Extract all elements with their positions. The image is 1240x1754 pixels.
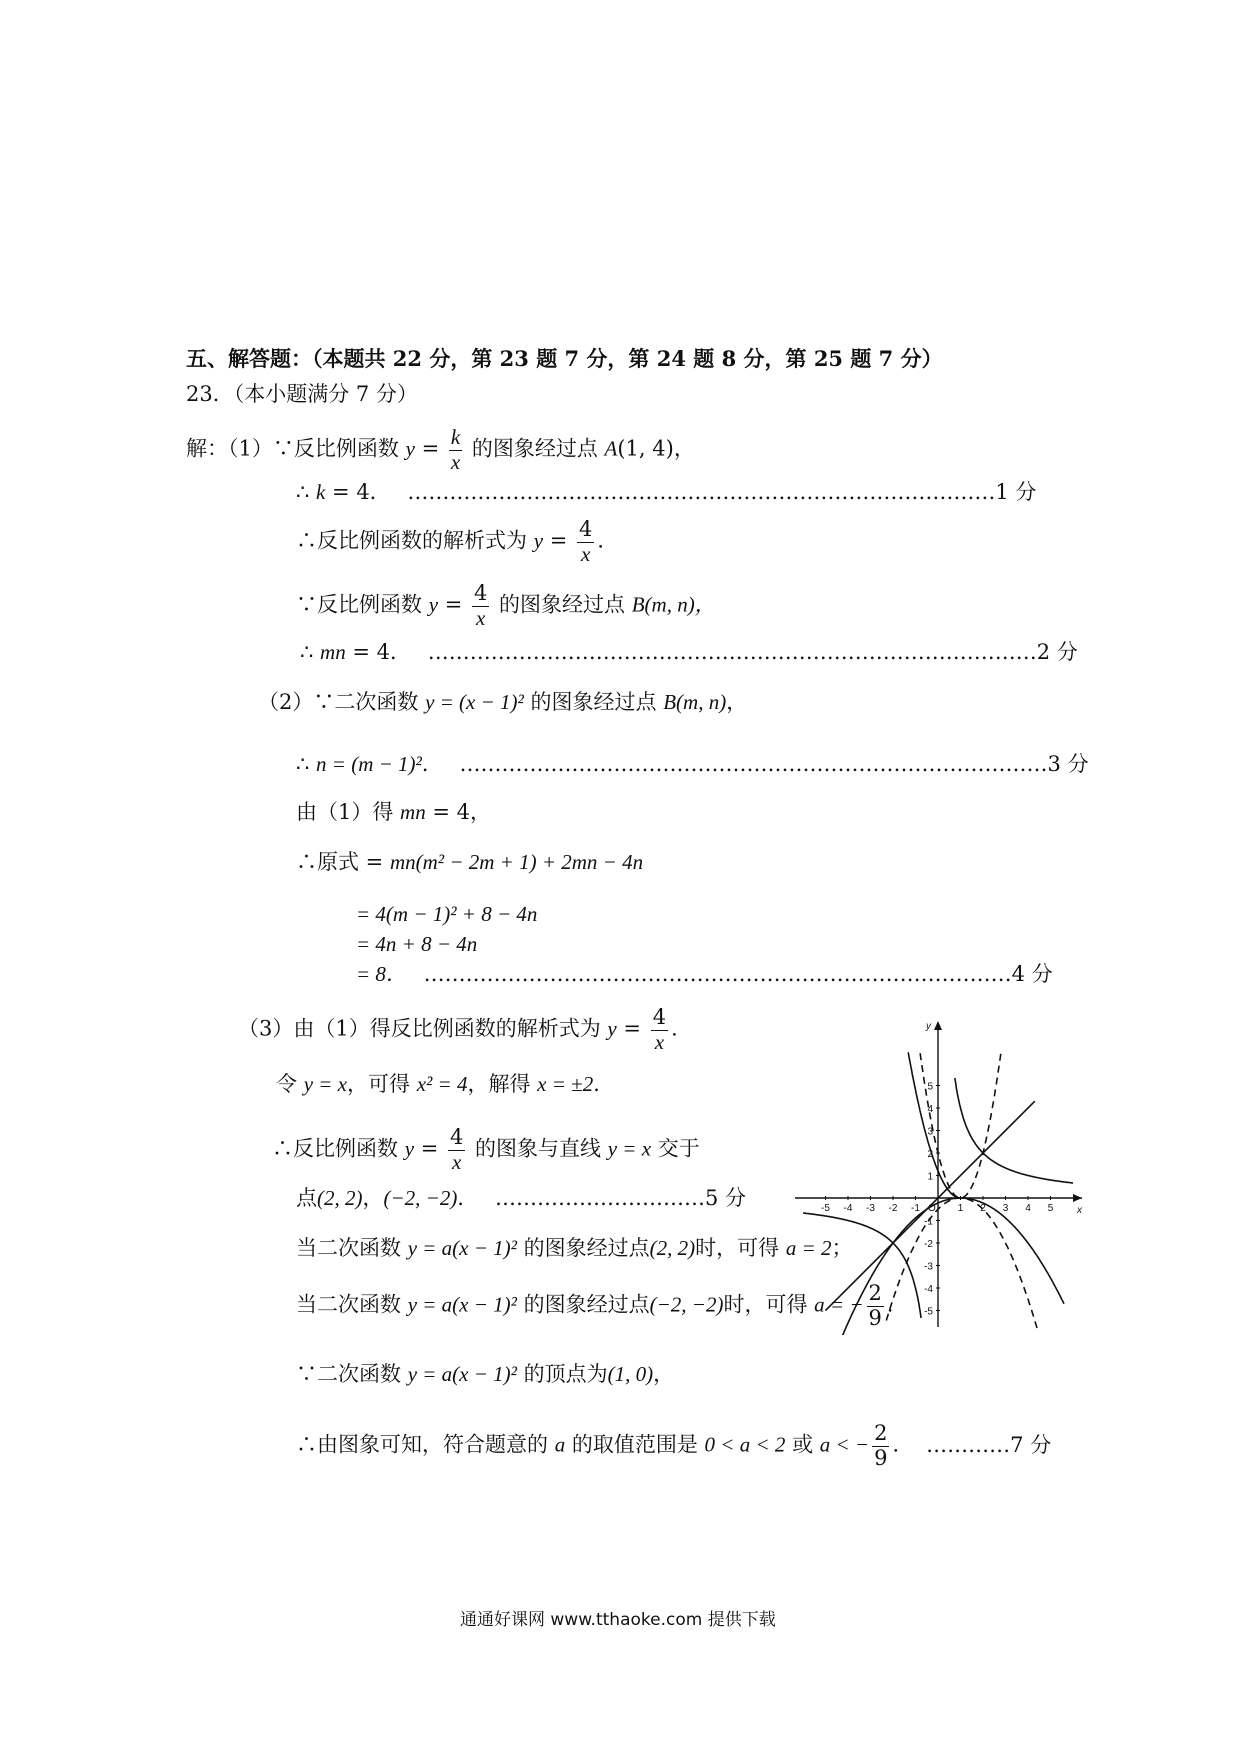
text: ，可得 bbox=[347, 1072, 417, 1096]
denominator: x bbox=[475, 605, 486, 630]
part1-line5 bbox=[300, 640, 1078, 665]
x-tick-label: 3 bbox=[1002, 1203, 1009, 1214]
y-arrow-icon bbox=[934, 1021, 942, 1030]
text: = bbox=[438, 592, 469, 617]
parabola-steeper-negative bbox=[886, 1198, 1037, 1328]
part2-line5: = 4(m − 1)² + 8 − 4n bbox=[356, 902, 538, 926]
math: y = a(x − 1)² bbox=[407, 1236, 517, 1260]
y-tick-label: -2 bbox=[924, 1239, 933, 1250]
fraction-4-over-x bbox=[448, 1126, 465, 1174]
x-tick-label: 5 bbox=[1047, 1203, 1054, 1214]
axis-labels bbox=[821, 1021, 1083, 1318]
math: A bbox=[604, 436, 618, 461]
part3-line1 bbox=[238, 1006, 692, 1054]
math: (1, 0) bbox=[607, 1362, 654, 1386]
text: 时，可得 bbox=[695, 1236, 786, 1260]
text: 的图象与直线 bbox=[468, 1136, 608, 1161]
part2-line6: = 4n + 8 − 4n bbox=[356, 932, 478, 956]
part3-line3 bbox=[272, 1126, 700, 1174]
math: y = x bbox=[303, 1072, 347, 1096]
y-tick-label: 4 bbox=[927, 1104, 933, 1115]
text: 令 bbox=[276, 1072, 304, 1096]
math: 0 < a < 2 bbox=[704, 1432, 786, 1457]
part2-line3 bbox=[296, 800, 491, 825]
x-axis-label: x bbox=[1077, 1205, 1082, 1216]
fraction-4-over-x bbox=[577, 518, 594, 566]
part2-line4 bbox=[296, 850, 643, 875]
math: x² = 4 bbox=[416, 1072, 468, 1096]
part2-line2 bbox=[296, 752, 1089, 777]
x-arrow-icon bbox=[1073, 1194, 1082, 1202]
text: ∴ bbox=[296, 752, 317, 776]
part3-line7 bbox=[296, 1362, 674, 1387]
math: = (x − 1)² bbox=[434, 690, 524, 714]
text: ∵反比例函数 bbox=[272, 436, 406, 461]
numerator: k bbox=[450, 425, 461, 449]
math: x = ±2 bbox=[537, 1072, 594, 1096]
math: a < − bbox=[819, 1432, 870, 1457]
math: a = 2 bbox=[785, 1236, 832, 1260]
x-tick-label: 4 bbox=[1025, 1203, 1031, 1214]
parabola-left-arm bbox=[908, 1052, 960, 1198]
text: 由（1）得反比例函数的解析式为 bbox=[293, 1016, 608, 1041]
math: (2, 2) bbox=[649, 1236, 696, 1260]
math: y bbox=[405, 436, 415, 461]
math: y bbox=[533, 528, 544, 553]
math: y = x bbox=[607, 1136, 652, 1161]
math: y = a(x − 1)² bbox=[407, 1362, 517, 1386]
parabola-a-neg-2-9 bbox=[841, 1198, 1064, 1335]
denominator: x bbox=[450, 449, 461, 474]
part3-line4 bbox=[296, 1186, 746, 1211]
text: 时，可得 bbox=[723, 1292, 815, 1317]
text: ， bbox=[726, 690, 748, 714]
text: = bbox=[616, 1016, 648, 1041]
x-tick-label: -1 bbox=[911, 1203, 920, 1214]
text: = bbox=[414, 436, 446, 461]
math: B(m, n) bbox=[663, 690, 727, 714]
text: 的图象经过点 bbox=[523, 690, 664, 714]
numerator: 4 bbox=[449, 1125, 464, 1149]
y-tick-label: 2 bbox=[927, 1149, 933, 1160]
denominator: x bbox=[451, 1149, 462, 1174]
text: 交于 bbox=[651, 1136, 700, 1161]
numerator: 4 bbox=[652, 1005, 667, 1029]
text: 的图象经过点 bbox=[516, 1292, 650, 1317]
text: ∴反比例函数的解析式为 bbox=[296, 528, 534, 553]
text: ∵二次函数 bbox=[296, 1362, 408, 1386]
text: 点 bbox=[296, 1186, 317, 1210]
numerator: 4 bbox=[578, 517, 593, 541]
function-graph bbox=[790, 1015, 1090, 1335]
text: (1, 4)， bbox=[617, 436, 695, 461]
score-dots: …………7 分 bbox=[926, 1432, 1052, 1457]
x-tick-label: -4 bbox=[843, 1203, 853, 1214]
y-tick-label: 1 bbox=[927, 1171, 933, 1183]
fraction-4-over-x bbox=[651, 1006, 668, 1054]
math: mn(m² − 2m + 1) + 2mn − 4n bbox=[389, 850, 644, 874]
math: y bbox=[607, 1016, 617, 1041]
text: ． bbox=[886, 1292, 908, 1317]
score-dots: …………………………………………………………………………3 分 bbox=[459, 752, 1089, 776]
x-tick-label: -3 bbox=[866, 1203, 875, 1214]
math: mn bbox=[400, 800, 426, 824]
y-tick-label: -4 bbox=[924, 1284, 933, 1295]
origin-label: O bbox=[928, 1203, 936, 1214]
text: ∴原式 = bbox=[296, 850, 390, 874]
part3-line8 bbox=[296, 1422, 1051, 1470]
math: (−2, −2) bbox=[383, 1186, 458, 1210]
part1-line3 bbox=[296, 518, 618, 566]
part3-line5 bbox=[296, 1236, 853, 1261]
math: n = (m − 1)² bbox=[316, 752, 422, 776]
hyperbola-branch-right bbox=[955, 1078, 1073, 1183]
math: = 8． bbox=[356, 962, 407, 986]
text: ； bbox=[831, 1236, 853, 1260]
y-tick-label: -1 bbox=[924, 1216, 933, 1228]
score-dots: …………………………5 分 bbox=[495, 1186, 747, 1210]
text: ． bbox=[593, 1072, 615, 1096]
section-heading: 五、解答题：（本题共 22 分，第 23 题 7 分，第 24 题 8 分，第 25 题 7 分） bbox=[186, 346, 943, 371]
text: 的图象经过点 bbox=[465, 436, 605, 461]
text: 或 bbox=[785, 1432, 820, 1457]
math: (2, 2) bbox=[317, 1186, 363, 1210]
math: y bbox=[425, 690, 435, 714]
text: 由（1）得 bbox=[296, 800, 401, 824]
text: ∵反比例函数 bbox=[296, 592, 429, 617]
part1-line1 bbox=[186, 426, 695, 474]
math: mn bbox=[320, 640, 346, 664]
part2-line7 bbox=[356, 962, 1053, 987]
text: ，解得 bbox=[467, 1072, 538, 1096]
part1-label: 解：（1） bbox=[186, 436, 273, 461]
part2-line1 bbox=[258, 690, 747, 715]
text: ， bbox=[653, 1362, 675, 1386]
part3-label: （3） bbox=[238, 1016, 294, 1041]
y-tick-label: 3 bbox=[927, 1126, 933, 1138]
text: 的图象经过点 bbox=[516, 1236, 650, 1260]
text: ∵二次函数 bbox=[313, 690, 426, 714]
y-tick-label: 5 bbox=[927, 1081, 933, 1093]
footer-credit: 通通好课网 www.tthaoke.com 提供下载 bbox=[460, 1610, 776, 1630]
denominator: x bbox=[654, 1029, 665, 1054]
text: ． bbox=[421, 752, 443, 776]
text: 的图象经过点 bbox=[492, 592, 632, 617]
math: (−2, −2) bbox=[649, 1292, 724, 1317]
denominator: 9 bbox=[874, 1445, 888, 1470]
text: ． bbox=[457, 1186, 479, 1210]
x-tick-label: 1 bbox=[957, 1203, 964, 1214]
fraction-2-over-9 bbox=[872, 1422, 889, 1470]
y-tick-label: -3 bbox=[924, 1261, 933, 1273]
math: B bbox=[631, 592, 645, 617]
text: ， bbox=[362, 1186, 384, 1210]
part1-line4 bbox=[296, 582, 716, 630]
text: ∴由图象可知，符合题意的 bbox=[296, 1432, 555, 1457]
numerator: 2 bbox=[868, 1281, 882, 1305]
y-tick-label: -5 bbox=[924, 1306, 933, 1318]
fraction-k-over-x bbox=[449, 426, 462, 474]
part1-line2 bbox=[296, 480, 1036, 505]
math: a bbox=[554, 1432, 566, 1457]
part3-line2 bbox=[276, 1072, 614, 1097]
text: = 4， bbox=[425, 800, 492, 824]
x-tick-label: -5 bbox=[821, 1203, 830, 1214]
denominator: x bbox=[580, 541, 591, 566]
hyperbola-branch-left bbox=[803, 1213, 921, 1318]
numerator: 4 bbox=[473, 581, 488, 605]
x-tick-label: 2 bbox=[980, 1203, 986, 1214]
text: 的顶点为 bbox=[516, 1362, 608, 1386]
text: 的取值范围是 bbox=[565, 1432, 705, 1457]
text: 当二次函数 bbox=[296, 1292, 408, 1317]
math: y bbox=[428, 592, 439, 617]
text: = 4． bbox=[345, 640, 412, 664]
text: ∴ bbox=[300, 640, 321, 664]
text: ∴ bbox=[296, 480, 317, 504]
x-tick-label: -2 bbox=[888, 1203, 898, 1214]
math: a = − bbox=[814, 1292, 864, 1317]
math: y bbox=[404, 1136, 415, 1161]
text: ∴反比例函数 bbox=[272, 1136, 405, 1161]
part2-label: （2） bbox=[258, 690, 314, 714]
text: = bbox=[414, 1136, 445, 1161]
math: (m, n)， bbox=[644, 592, 716, 617]
math: k bbox=[316, 480, 326, 504]
score-dots: …………………………………………………………………………4 分 bbox=[423, 962, 1053, 986]
text: = 4． bbox=[325, 480, 391, 504]
text: = bbox=[543, 528, 574, 553]
text: ． bbox=[892, 1432, 914, 1457]
denominator: 9 bbox=[868, 1305, 882, 1330]
y-axis-label: y bbox=[926, 1021, 931, 1032]
score-dots: …………………………………………………………………………1 分 bbox=[407, 480, 1037, 504]
math: y = a(x − 1)² bbox=[407, 1292, 517, 1317]
score-dots: ……………………………………………………………………………2 分 bbox=[427, 640, 1078, 664]
fraction-4-over-x bbox=[472, 582, 489, 630]
numerator: 2 bbox=[874, 1421, 888, 1445]
text: ． bbox=[671, 1016, 693, 1041]
text: ． bbox=[597, 528, 619, 553]
problem-number: 23．（本小题满分 7 分） bbox=[186, 382, 418, 406]
text: 当二次函数 bbox=[296, 1236, 408, 1260]
